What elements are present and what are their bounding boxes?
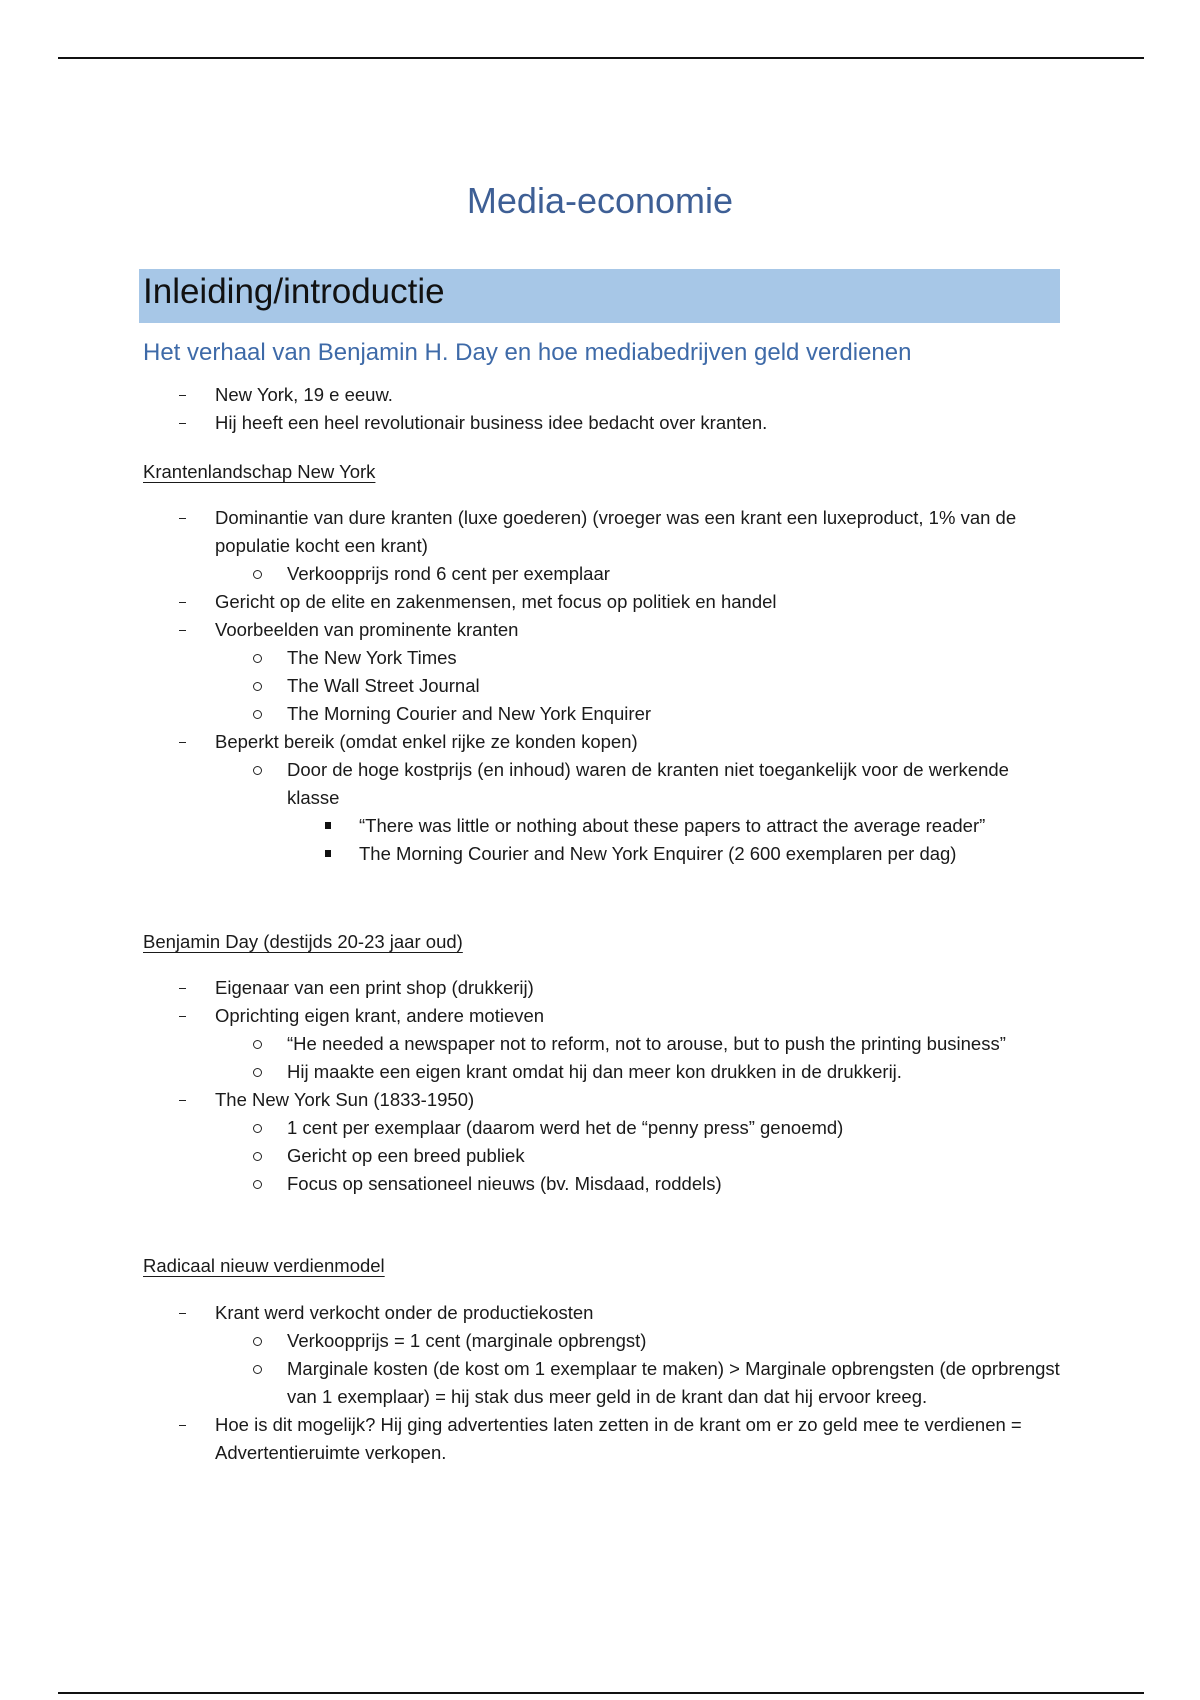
heading-verdienmodel: Radicaal nieuw verdienmodel xyxy=(143,1255,385,1276)
list-item: The Wall Street Journal xyxy=(287,675,480,696)
benjamin-day-list xyxy=(143,974,1063,1198)
list-item: “He needed a newspaper not to reform, not to arouse, but to push the printing business” xyxy=(287,1033,1006,1054)
list-item: The New York Times xyxy=(287,647,457,668)
list-item: “There was little or nothing about these papers to attract the average reader” xyxy=(359,815,986,836)
header-rule xyxy=(58,57,1144,59)
list-item: Verkoopprijs rond 6 cent per exemplaar xyxy=(287,563,610,584)
list-item: Hij maakte een eigen krant omdat hij dan meer kon drukken in de drukkerij. xyxy=(287,1061,902,1082)
list-item: Eigenaar van een print shop (drukkerij) xyxy=(215,977,534,998)
heading-krantenlandschap: Krantenlandschap New York xyxy=(143,461,376,482)
list-item: Dominantie van dure kranten (luxe goederen) (vroeger was een krant een luxeproduct, 1% van de populatie kocht een krant) Verkoopprijs rond 6 cent per exemplaar xyxy=(143,504,1063,588)
heading-benjamin-day: Benjamin Day (destijds 20-23 jaar oud) xyxy=(143,931,463,952)
section-title: Inleiding/introductie xyxy=(143,272,445,311)
list-item: 1 cent per exemplaar (daarom werd het de “penny press” genoemd) xyxy=(287,1117,844,1138)
list-item: The Morning Courier and New York Enquirer xyxy=(287,703,652,724)
list-item: New York, 19 e eeuw. xyxy=(215,384,393,405)
list-item: Verkoopprijs = 1 cent (marginale opbrengst) xyxy=(287,1330,647,1351)
list-item: Gericht op een breed publiek xyxy=(287,1145,525,1166)
list-item: Hij heeft een heel revolutionair business idee bedacht over kranten. xyxy=(215,412,768,433)
subsection-title: Het verhaal van Benjamin H. Day en hoe mediabedrijven geld verdienen xyxy=(143,339,912,366)
list-item: Door de hoge kostprijs (en inhoud) waren de kranten niet toegankelijk voor de werkende klasse “There was little or nothing about these papers to attract the average reader” The Morning Courier and New York Enquirer (2 600 exemplaren per dag) xyxy=(215,756,1063,868)
list-item: Voorbeelden van prominente kranten The New York Times The Wall Street Journal The Morning Courier and New York Enquirer xyxy=(143,616,1063,728)
list-item: The Morning Courier and New York Enquirer (2 600 exemplaren per dag) xyxy=(359,843,957,864)
list-item: Marginale kosten (de kost om 1 exemplaar te maken) > Marginale opbrengsten (de oprbrengst van 1 exemplaar) = hij stak dus meer geld in de krant dan dat hij ervoor kreeg. xyxy=(287,1358,1060,1407)
list-item: The New York Sun (1833-1950) 1 cent per exemplaar (daarom werd het de “penny press” genoemd) Gericht op een breed publiek Focus op sensationeel nieuws (bv. Misdaad, roddels) xyxy=(143,1086,1063,1198)
list-item: Focus op sensationeel nieuws (bv. Misdaad, roddels) xyxy=(287,1173,722,1194)
document-title: Media-economie xyxy=(466,180,734,221)
list-item: Oprichting eigen krant, andere motieven “He needed a newspaper not to reform, not to arouse, but to push the printing business” Hij maakte een eigen krant omdat hij dan meer kon drukken in de drukkerij. xyxy=(143,1002,1063,1086)
list-item: Hoe is dit mogelijk? Hij ging advertenties laten zetten in de krant om er zo geld mee te verdienen = Advertentieruimte verkopen. xyxy=(215,1414,1022,1463)
list-item: Krant werd verkocht onder de productiekosten Verkoopprijs = 1 cent (marginale opbrengst) Marginale kosten (de kost om 1 exemplaar te maken) > Marginale opbrengsten (de oprbrengst van 1 exemplaar) = hij stak dus meer geld in de krant dan dat hij ervoor kreeg. xyxy=(143,1299,1063,1411)
list-item: Beperkt bereik (omdat enkel rijke ze konden kopen) Door de hoge kostprijs (en inhoud) waren de kranten niet toegankelijk voor de werkende klasse “There was little or nothing about these papers to attract the average reader” The Morning Courier and New York Enquirer (2 600 exemplaren per dag) xyxy=(143,728,1063,868)
verdienmodel-list xyxy=(143,1299,1063,1467)
intro-list xyxy=(143,381,1063,437)
footer-rule xyxy=(58,1692,1144,1694)
list-item: Gericht op de elite en zakenmensen, met focus op politiek en handel xyxy=(215,591,777,612)
krantenlandschap-list xyxy=(143,504,1063,868)
